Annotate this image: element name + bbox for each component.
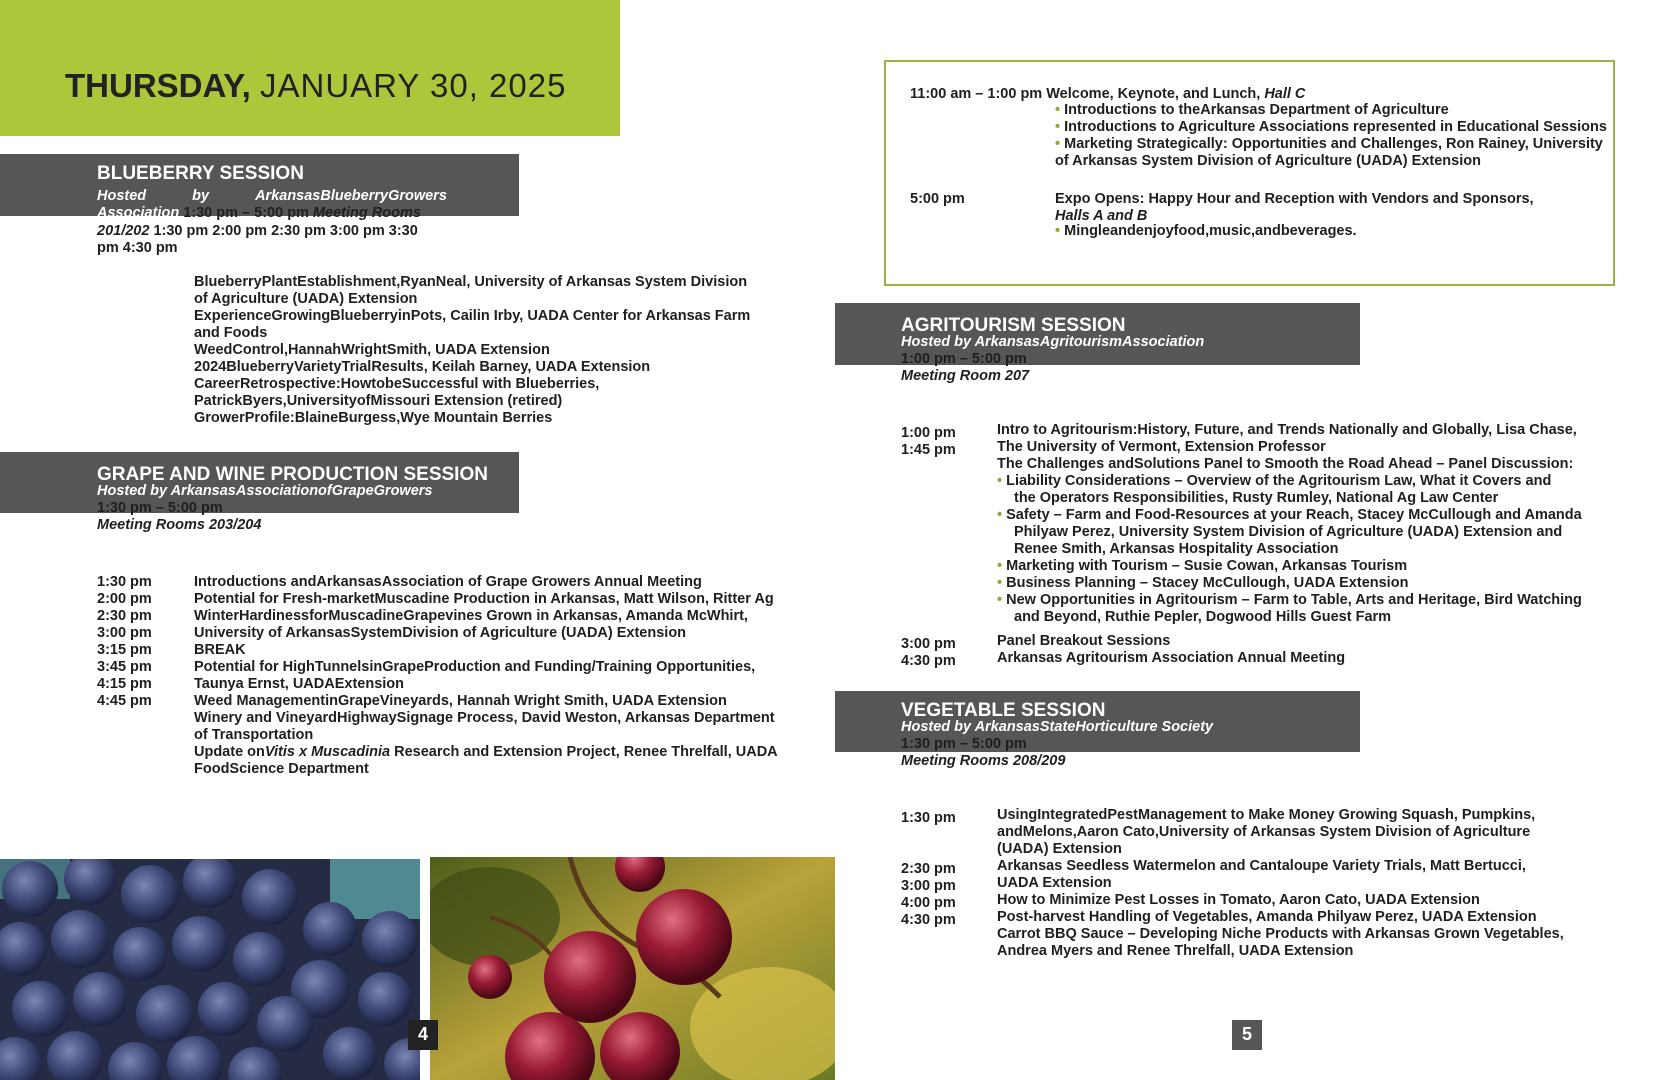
list-item: Introductions andArkansasAssociation of Grape Growers Annual Meeting [194, 574, 702, 590]
page-title-day: THURSDAY, [65, 67, 251, 104]
vegetable-hosted: Hosted by ArkansasStateHorticulture Society [901, 719, 1214, 735]
list-item: The University of Vermont, Extension Professor [997, 439, 1326, 455]
page-title [65, 66, 566, 106]
list-item: CareerRetrospective:HowtobeSuccessful with Blueberries, [194, 376, 600, 392]
bullet-icon: • [997, 558, 1003, 574]
grape-items [194, 574, 778, 778]
list-item: of Arkansas System Division of Agriculture (UADA) Extension [1055, 153, 1481, 169]
list-item: Andrea Myers and Renee Threlfall, UADA Extension [997, 943, 1354, 959]
agritourism-times-a: 1:00 pm 1:45 pm [901, 425, 956, 458]
list-item: Winery and VineyardHighwaySignage Process, David Weston, Arkansas Department [194, 710, 775, 726]
welcome-bullets [1055, 102, 1607, 170]
list-item: the Operators Responsibilities, Rusty Rumley, National Ag Law Center [1014, 490, 1499, 506]
list-item: ExperienceGrowingBlueberryinPots, Cailin Irby, UADA Center for Arkansas Farm [194, 308, 751, 324]
list-item: • Liability Considerations – Overview of the Agritourism Law, What it Covers and [997, 473, 1552, 489]
list-item: 2024BlueberryVarietyTrialResults, Keilah Barney, UADA Extension [194, 359, 651, 375]
grape-illustration [430, 857, 835, 1080]
list-item: Philyaw Perez, University System Division of Agriculture (UADA) Extension and [1014, 524, 1563, 540]
bullet-icon: • [1055, 223, 1061, 239]
list-item: Arkansas Agritourism Association Annual Meeting [997, 650, 1346, 666]
list-item: and Beyond, Ruthie Pepler, Dogwood Hills Guest Farm [1014, 609, 1392, 625]
bullet-icon: • [997, 507, 1003, 523]
grape-room: Meeting Rooms 203/204 [97, 517, 262, 533]
vegetable-session-title: VEGETABLE SESSION [901, 700, 1106, 721]
list-item: Renee Smith, Arkansas Hospitality Association [1014, 541, 1339, 557]
list-item: UADA Extension [997, 875, 1112, 891]
list-item: Potential for HighTunnelsinGrapeProduction and Funding/Training Opportunities, [194, 659, 756, 675]
grape-times: 1:30 pm 2:00 pm 2:30 pm 3:00 pm 3:15 pm 3:45 pm 4:15 pm 4:45 pm [97, 574, 152, 709]
muscadine-photo [430, 857, 835, 1080]
page-number-left: 4 [408, 1020, 438, 1050]
list-item: • Safety – Farm and Food-Resources at your Reach, Stacey McCullough and Amanda [997, 507, 1582, 523]
list-item: • Marketing with Tourism – Susie Cowan, Arkansas Tourism [997, 558, 1408, 574]
bullet-icon: • [997, 575, 1003, 591]
list-item: Arkansas Seedless Watermelon and Cantaloupe Variety Trials, Matt Bertucci, [997, 858, 1526, 874]
agritourism-hosted: Hosted by ArkansasAgritourismAssociation [901, 334, 1205, 350]
list-item: UsingIntegratedPestManagement to Make Money Growing Squash, Pumpkins, [997, 807, 1536, 823]
list-item: • Introductions to Agriculture Associations represented in Educational Sessions [1055, 119, 1607, 135]
agritourism-items-b [997, 633, 1345, 667]
blueberry-items [194, 274, 750, 427]
grape-hosted: Hosted by ArkansasAssociationofGrapeGrowers [97, 483, 433, 499]
vegetable-time: 1:30 pm – 5:00 pm [901, 736, 1027, 752]
vegetable-time-first: 1:30 pm [901, 810, 956, 826]
blueberry-times: 201/202 1:30 pm 2:00 pm 2:30 pm 3:00 pm 3:30 [97, 223, 418, 239]
list-item: GrowerProfile:BlaineBurgess,Wye Mountain Berries [194, 410, 553, 426]
list-item: (UADA) Extension [997, 841, 1122, 857]
list-item: BlueberryPlantEstablishment,RyanNeal, University of Arkansas System Division [194, 274, 748, 290]
list-item: Panel Breakout Sessions [997, 633, 1171, 649]
bullet-icon: • [997, 473, 1003, 489]
list-item: • New Opportunities in Agritourism – Farm to Table, Arts and Heritage, Bird Watching [997, 592, 1582, 608]
vegetable-times: 2:30 pm 3:00 pm 4:00 pm 4:30 pm [901, 861, 956, 928]
list-item: Post-harvest Handling of Vegetables, Amanda Philyaw Perez, UADA Extension [997, 909, 1537, 925]
list-item: of Transportation [194, 727, 314, 743]
list-item: • Introductions to theArkansas Department of Agriculture [1055, 102, 1449, 118]
grape-time: 1:30 pm – 5:00 pm [97, 500, 223, 516]
list-item: PatrickByers,UniversityofMissouri Extension (retired) [194, 393, 563, 409]
blueberry-illustration [0, 859, 420, 1080]
agritourism-time: 1:00 pm – 5:00 pm [901, 351, 1027, 367]
agritourism-lines [997, 422, 1582, 626]
list-item: Intro to Agritourism:History, Future, and Trends Nationally and Globally, Lisa Chase, [997, 422, 1577, 438]
agritourism-room: Meeting Room 207 [901, 368, 1030, 384]
list-item: andMelons,Aaron Cato,University of Arkansas System Division of Agriculture [997, 824, 1531, 840]
expo-time: 5:00 pm [910, 191, 965, 207]
page-number-right: 5 [1232, 1020, 1262, 1050]
list-item: How to Minimize Pest Losses in Tomato, Aaron Cato, UADA Extension [997, 892, 1480, 908]
bullet-icon: • [1055, 136, 1061, 152]
list-item: BREAK [194, 642, 246, 658]
blueberry-photo [0, 859, 420, 1080]
grape-session-title: GRAPE AND WINE PRODUCTION SESSION [97, 464, 488, 485]
blueberry-session-title: BLUEBERRY SESSION [97, 163, 304, 184]
vegetable-room: Meeting Rooms 208/209 [901, 753, 1066, 769]
list-item: Carrot BBQ Sauce – Developing Niche Products with Arkansas Grown Vegetables, [997, 926, 1564, 942]
list-item: WinterHardinessforMuscadineGrapevines Grown in Arkansas, Amanda McWhirt, [194, 608, 748, 624]
list-item: • Business Planning – Stacey McCullough, UADA Extension [997, 575, 1409, 591]
vegetable-items [997, 807, 1564, 960]
bullet-icon: • [1055, 102, 1061, 118]
agritourism-times-b: 3:00 pm 4:30 pm [901, 636, 956, 669]
expo-title: Expo Opens: Happy Hour and Reception with Vendors and Sponsors, [1055, 191, 1534, 207]
list-item: of Agriculture (UADA) Extension [194, 291, 418, 307]
agritourism-session-title: AGRITOURISM SESSION [901, 315, 1126, 336]
blueberry-time-room: Association 1:30 pm – 5:00 pm Meeting Rooms [97, 205, 421, 221]
page-title-date: JANUARY 30, 2025 [260, 67, 567, 104]
expo-halls: Halls A and B [1055, 208, 1148, 224]
welcome-line: 11:00 am – 1:00 pm Welcome, Keynote, and Lunch, Hall C [910, 86, 1306, 102]
bullet-icon: • [1055, 119, 1061, 135]
blueberry-hosted: Hosted by ArkansasBlueberryGrowers [97, 188, 447, 204]
list-item: • Marketing Strategically: Opportunities and Challenges, Ron Rainey, University [1055, 136, 1603, 152]
list-item: The Challenges andSolutions Panel to Smooth the Road Ahead – Panel Discussion: [997, 456, 1574, 472]
list-item: Weed ManagementinGrapeVineyards, Hannah Wright Smith, UADA Extension [194, 693, 727, 709]
list-item: and Foods [194, 325, 268, 341]
bullet-icon: • [997, 592, 1003, 608]
list-item: Potential for Fresh-marketMuscadine Production in Arkansas, Matt Wilson, Ritter Ag [194, 591, 774, 607]
list-item: Update onVitis x Muscadinia Research and Extension Project, Renee Threlfall, UADA [194, 744, 778, 760]
list-item: WeedControl,HannahWrightSmith, UADA Extension [194, 342, 550, 358]
blueberry-times-2: pm 4:30 pm [97, 240, 178, 256]
expo-bullet: • Mingleandenjoyfood,music,andbeverages. [1055, 223, 1357, 239]
list-item: FoodScience Department [194, 761, 369, 777]
list-item: University of ArkansasSystemDivision of Agriculture (UADA) Extension [194, 625, 687, 641]
list-item: Taunya Ernst, UADAExtension [194, 676, 405, 692]
